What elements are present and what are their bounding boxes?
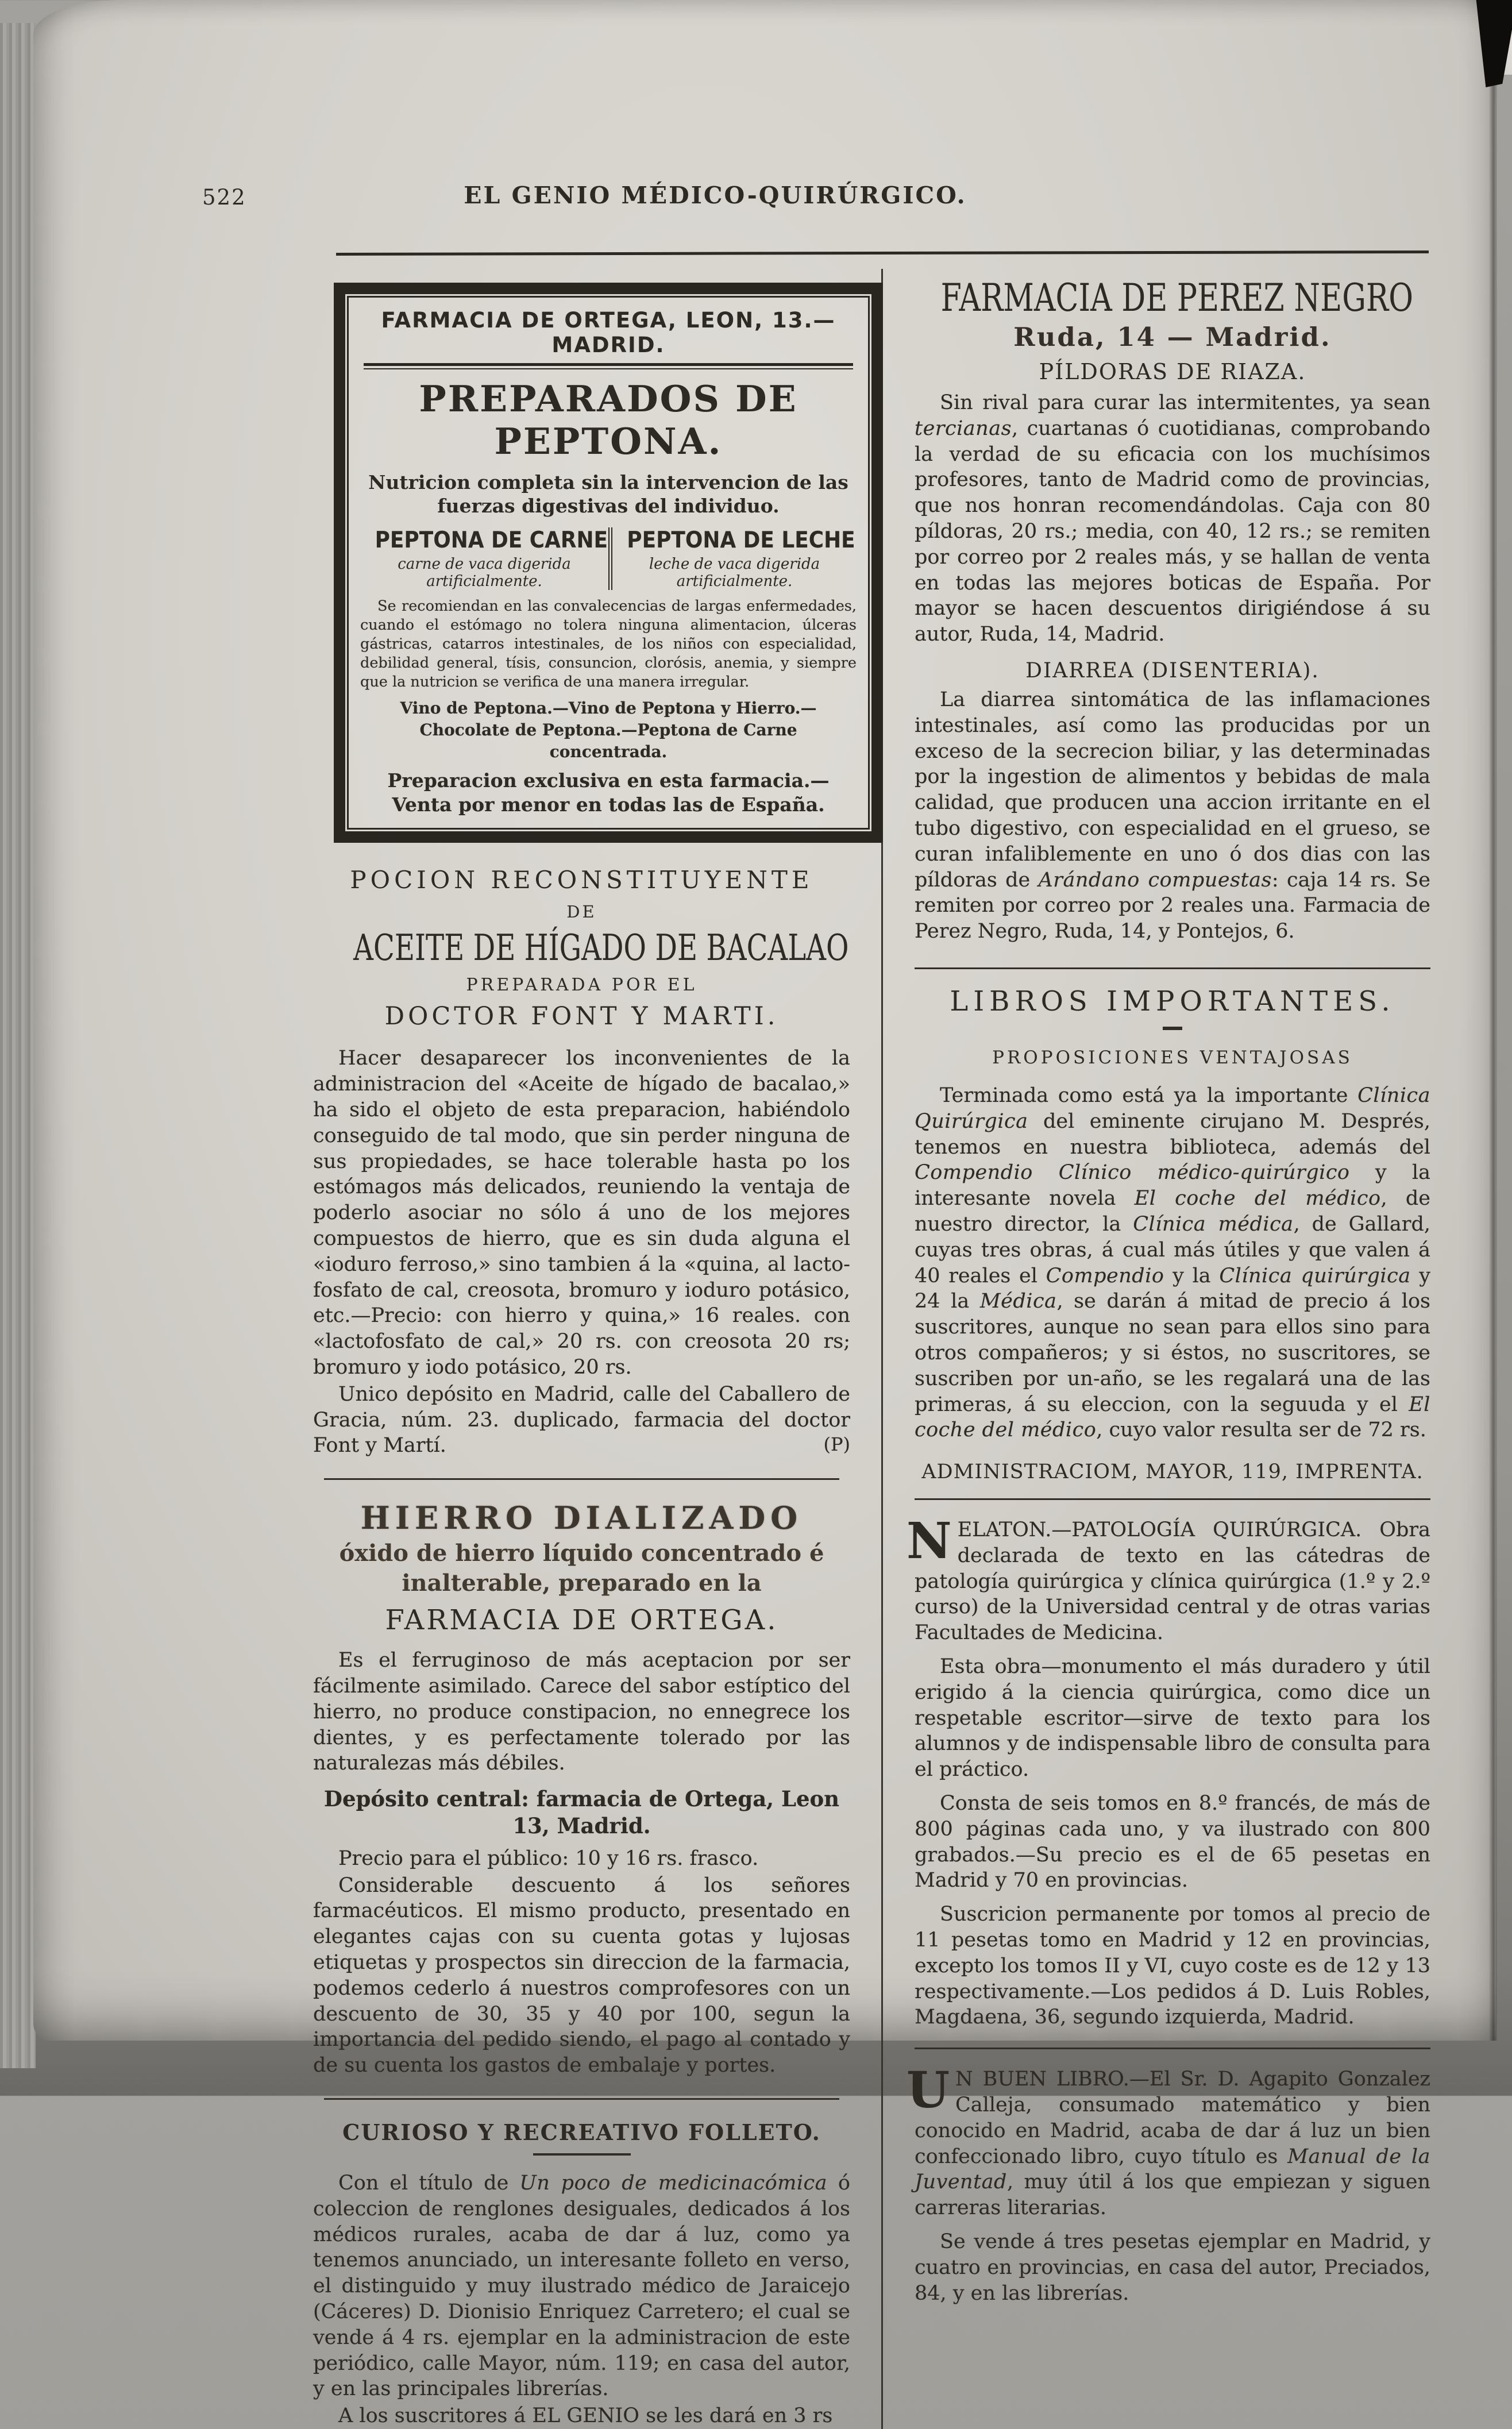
- buen-libro-paragraph: [907, 2061, 1430, 2221]
- left-column: [313, 269, 857, 2429]
- administracion-line: ADMINISTRACIOM, MAYOR, 119, IMPRENTA.: [921, 1460, 1424, 1484]
- page-stack-left-edge: [0, 23, 36, 2068]
- section-rule: [324, 2098, 840, 2100]
- journal-masthead: EL GENIO MÉDICO-QUIRÚRGICO.: [464, 182, 967, 209]
- right-column: [881, 269, 1430, 2429]
- hierro-precio: Precio para el público: 10 y 16 rs. frasco.: [338, 1846, 759, 1870]
- libros-importantes-title: LIBROS IMPORTANTES.: [950, 985, 1395, 1017]
- dropcap-u: U: [907, 2061, 950, 2120]
- dropcap-n: N: [907, 1512, 952, 1571]
- perez-negro-title-text: FARMACIA DE PEREZ NEGRO: [940, 275, 1413, 321]
- pocion-deposit-paragraph: [313, 1382, 850, 1459]
- hierro-deposito: Depósito central: farmacia de Ortega, Leon 13, Madrid.: [323, 1786, 840, 1839]
- section-rule: [915, 967, 1430, 969]
- page-number: 522: [202, 185, 246, 210]
- libros-title-dash: [1163, 1027, 1182, 1030]
- nelaton-paragraph-4: Suscricion permanente por tomos al precio de 11 pesetas tomo en Madrid y 12 en provincias, excepto los tomos II y VI, cuyo coste es de 12 y 13 respectivamente.—Los pedidos á D. Luis Robles, Magdaena, 36, segundo izquierda, Madrid.: [915, 1903, 1430, 2029]
- page-right-crease: [1489, 0, 1497, 2041]
- pildoras-riaza-paragraph: Sin rival para curar las intermitentes, ya sean tercianas, cuartanas ó cuotidianas, comprobando la verdad de su eficacia con los muchísimos profesores, tanto de Madrid como de provincias, que nos honran recomendándolas. Caja con 80 píldoras, 20 rs.; media, con 40, 12 rs.; se remiten por correo por 2 reales más, y se hallan de venta en todas las mejores boticas de España. Por mayor se hacen descuentos dirigiéndose á su autor, Ruda, 14, Madrid.: [915, 391, 1430, 646]
- ad-title: PREPARADOS DE PEPTONA.: [419, 377, 798, 462]
- folleto-paragraph: Con el título de Un poco de medicinacómica ó coleccion de renglones desiguales, dedicados á los médicos rurales, acaba de dar á luz, como ya tenemos anunciado, un interesante folleto en verso, el distinguido y muy ilustrado médico de Jaraicejo (Cáceres) D. Dionisio Enriquez Carretero; el cual se vende á 4 rs. ejemplar en la administracion de este periódico, calle Mayor, núm. 119; en casa del autor, y en las principales librerías.: [313, 2172, 850, 2401]
- section-rule: [915, 2048, 1430, 2049]
- folleto-suscritores: A los suscritores á EL GENIO se les dará en 3 rs: [338, 2404, 833, 2428]
- proposiciones-subtitle: PROPOSICIONES VENTAJOSAS: [992, 1047, 1353, 1068]
- proposiciones-paragraph: Terminada como está ya la importante Clínica Quirúrgica del eminente cirujano M. Després, tenemos en nuestra biblioteca, además del Compendio Clínico médico-quirúrgico y la interesante novela El coche del médico, de nuestro director, la Clínica médica, de Gallard, cuyas tres obras, á cual más útiles y que valen á 40 reales el Compendio y la Clínica quirúrgica y 24 la Médica, se darán á mitad de precio á los suscritores, aunque no sean para ellos sino para otros compañeros; y si éstos, no suscritores, se suscriben por un-año, se les regalará una de las primeras, á su eleccion, con la seguuda y el El coche del médico, cuyo valor resulta ser de 72 rs.: [915, 1084, 1431, 1442]
- two-column-text-block: [313, 269, 1432, 2429]
- ad-pharmacy-header: FARMACIA DE ORTEGA, LEON, 13.—MADRID.: [381, 308, 836, 357]
- pocion-heading: POCION RECONSTITUYENTE: [350, 866, 813, 895]
- buen-libro-text: N BUEN LIBRO.—El Sr. D. Agapito Gonzalez Calleja, consumado matemático y bien conocido en Madrid, acaba de dar á luz un bien confeccionado libro, cuyo título es Manual de la Juventad, muy útil á los que empiezan y siguen carreras literarias.: [915, 2068, 1430, 2220]
- product-caption: leche de vaca digerida artificialmente.: [649, 555, 820, 590]
- diarrea-heading: DIARREA (DISENTERIA).: [1025, 658, 1320, 683]
- pildoras-riaza-heading: PÍLDORAS DE RIAZA.: [1039, 359, 1306, 384]
- aceite-heading-text: ACEITE DE HÍGADO DE BACALAO: [353, 927, 849, 970]
- pocion-paragraph: Hacer desaparecer los inconvenientes de la administracion del «Aceite de hígado de bacalao,» ha sido el objeto de esta preparacion, habiéndolo conseguido de tal modo, que sin perder ninguna de sus propiedades, se hace tolerable hasta po los estómagos más delicados, reuniendo la ventaja de poderlo asociar no sólo á uno de los mejores compuestos de hierro, que es sin duda alguna el «ioduro ferroso,» sino tambien á la «quina, al lacto-fosfato de cal, creosota, bromuro y ioduro potásico, etc.—Precio: con hierro y quina,» 16 reales. con «lactofosfato de cal,» 20 rs. con creosota 20 rs; bromuro y iodo potásico, 20 rs.: [313, 1047, 850, 1379]
- nelaton-paragraph-3: Consta de seis tomos en 8.º francés, de más de 800 páginas cada uno, y va ilustrado con 800 grabados.—Su precio es el de 65 pesetas en Madrid y 70 en provincias.: [915, 1792, 1430, 1892]
- preparada-heading: PREPARADA POR EL: [466, 975, 697, 996]
- aceite-heading: [313, 927, 850, 970]
- perez-negro-address: Ruda, 14 — Madrid.: [1013, 322, 1332, 352]
- perez-negro-title: [915, 275, 1430, 321]
- peptona-advertisement-box: [334, 283, 883, 843]
- deposit-text: Unico depósito en Madrid, calle del Caballero de Gracia, núm. 23. duplicado, farmacia del doctor Font y Martí.: [313, 1382, 850, 1458]
- ad-double-rule: [364, 363, 853, 369]
- nelaton-paragraph-2: Esta obra—monumento el más duradero y útil erigido á la ciencia quirúrgica, como dice un respetable escritor—sirve de texto para los alumnos y de indispensable libro de consulta para el práctico.: [915, 1655, 1430, 1782]
- section-rule: [915, 1498, 1430, 1500]
- section-rule: [324, 1478, 840, 1480]
- product-caption: carne de vaca digerida artificialmente.: [398, 555, 571, 590]
- folleto-title: CURIOSO Y RECREATIVO FOLLETO.: [342, 2119, 821, 2145]
- diarrea-paragraph: La diarrea sintomática de las inflamaciones intestinales, así como las producidas por un exceso de la secrecion biliar, y las determinadas por la ingestion de alimentos y bebidas de mala calidad, que producen una accion irritante en el tubo digestivo, con especialidad en el grueso, se curan infaliblemente en uno ó dos dias con las píldoras de Arándano compuestas: caja 14 rs. Se remiten por correo por 2 reales una. Farmacia de Perez Negro, Ruda, 14, y Pontejos, 6.: [915, 688, 1430, 943]
- product-peptona-carne: [360, 527, 608, 590]
- ad-products: [360, 527, 857, 590]
- folleto-title-rule: [533, 2153, 631, 2156]
- product-name: PEPTONA DE CARNE: [375, 527, 608, 553]
- hierro-descuento-paragraph: Considerable descuento á los señores farmacéuticos. El mismo producto, presentado en elegantes cajas con su cuenta gotas y lujosas etiquetas y prospectos sin direccion de la farmacia, podemos cederlo á nuestros comprofesores con un descuento de 30, 35 y 40 por 100, segun la importancia del pedido siendo, el pago al contado y de su cuenta los gastos de embalaje y portes.: [313, 1873, 850, 2077]
- ad-product-list: Vino de Peptona.—Vino de Peptona y Hierro.—Chocolate de Peptona.—Peptona de Carne concentrada.: [400, 699, 817, 761]
- hierro-title: HIERRO DIALIZADO: [360, 1499, 803, 1537]
- hierro-subtitle: óxido de hierro líquido concentrado é inalterable, preparado en la: [339, 1540, 824, 1597]
- product-name: PEPTONA DE LECHE: [627, 527, 855, 553]
- pocion-heading-de: DE: [566, 902, 597, 922]
- hierro-farmacia: FARMACIA DE ORTEGA.: [385, 1604, 778, 1637]
- ad-subtitle: Nutricion completa sin la intervencion de las fuerzas digestivas del individuo.: [368, 471, 848, 518]
- product-peptona-leche: [608, 527, 857, 590]
- nelaton-paragraph: [907, 1512, 1430, 1646]
- ad-body-paragraph: Se recomiendan en las convalecencias de largas enfermedades, cuando el estómago no tolera ninguna alimentacion, úlceras gástricas, catarros intestinales, de los niños con especialidad, debilidad general, tísis, consuncion, clorósis, anemia, y siempre que la nutricion se verifica de una manera irregular.: [360, 597, 857, 691]
- ad-footer: Preparacion exclusiva en esta farmacia.—Venta por menor en todas las de España.: [387, 769, 830, 816]
- printer-mark: (P): [823, 1433, 850, 1456]
- hierro-paragraph: Es el ferruginoso de más aceptacion por ser fácilmente asimilado. Carece del sabor estíptico del hierro, no produce constipacion, no ennegrece los dientes, y es perfectamente tolerado por las naturalezas más débiles.: [313, 1649, 850, 1775]
- buen-libro-paragraph-2: Se vende á tres pesetas ejemplar en Madrid, y cuatro en provincias, en casa del autor, Preciados, 84, y en las librerías.: [915, 2230, 1430, 2305]
- nelaton-text: ELATON.—PATOLOGÍA QUIRÚRGICA. Obra declarada de texto en las cátedras de patología quirúrgica y clínica quirúrgica (1.º y 2.º curso) de la Universidad central y de otras varias Facultades de Medicina.: [915, 1518, 1430, 1645]
- doctor-heading: DOCTOR FONT Y MARTI.: [384, 1002, 779, 1031]
